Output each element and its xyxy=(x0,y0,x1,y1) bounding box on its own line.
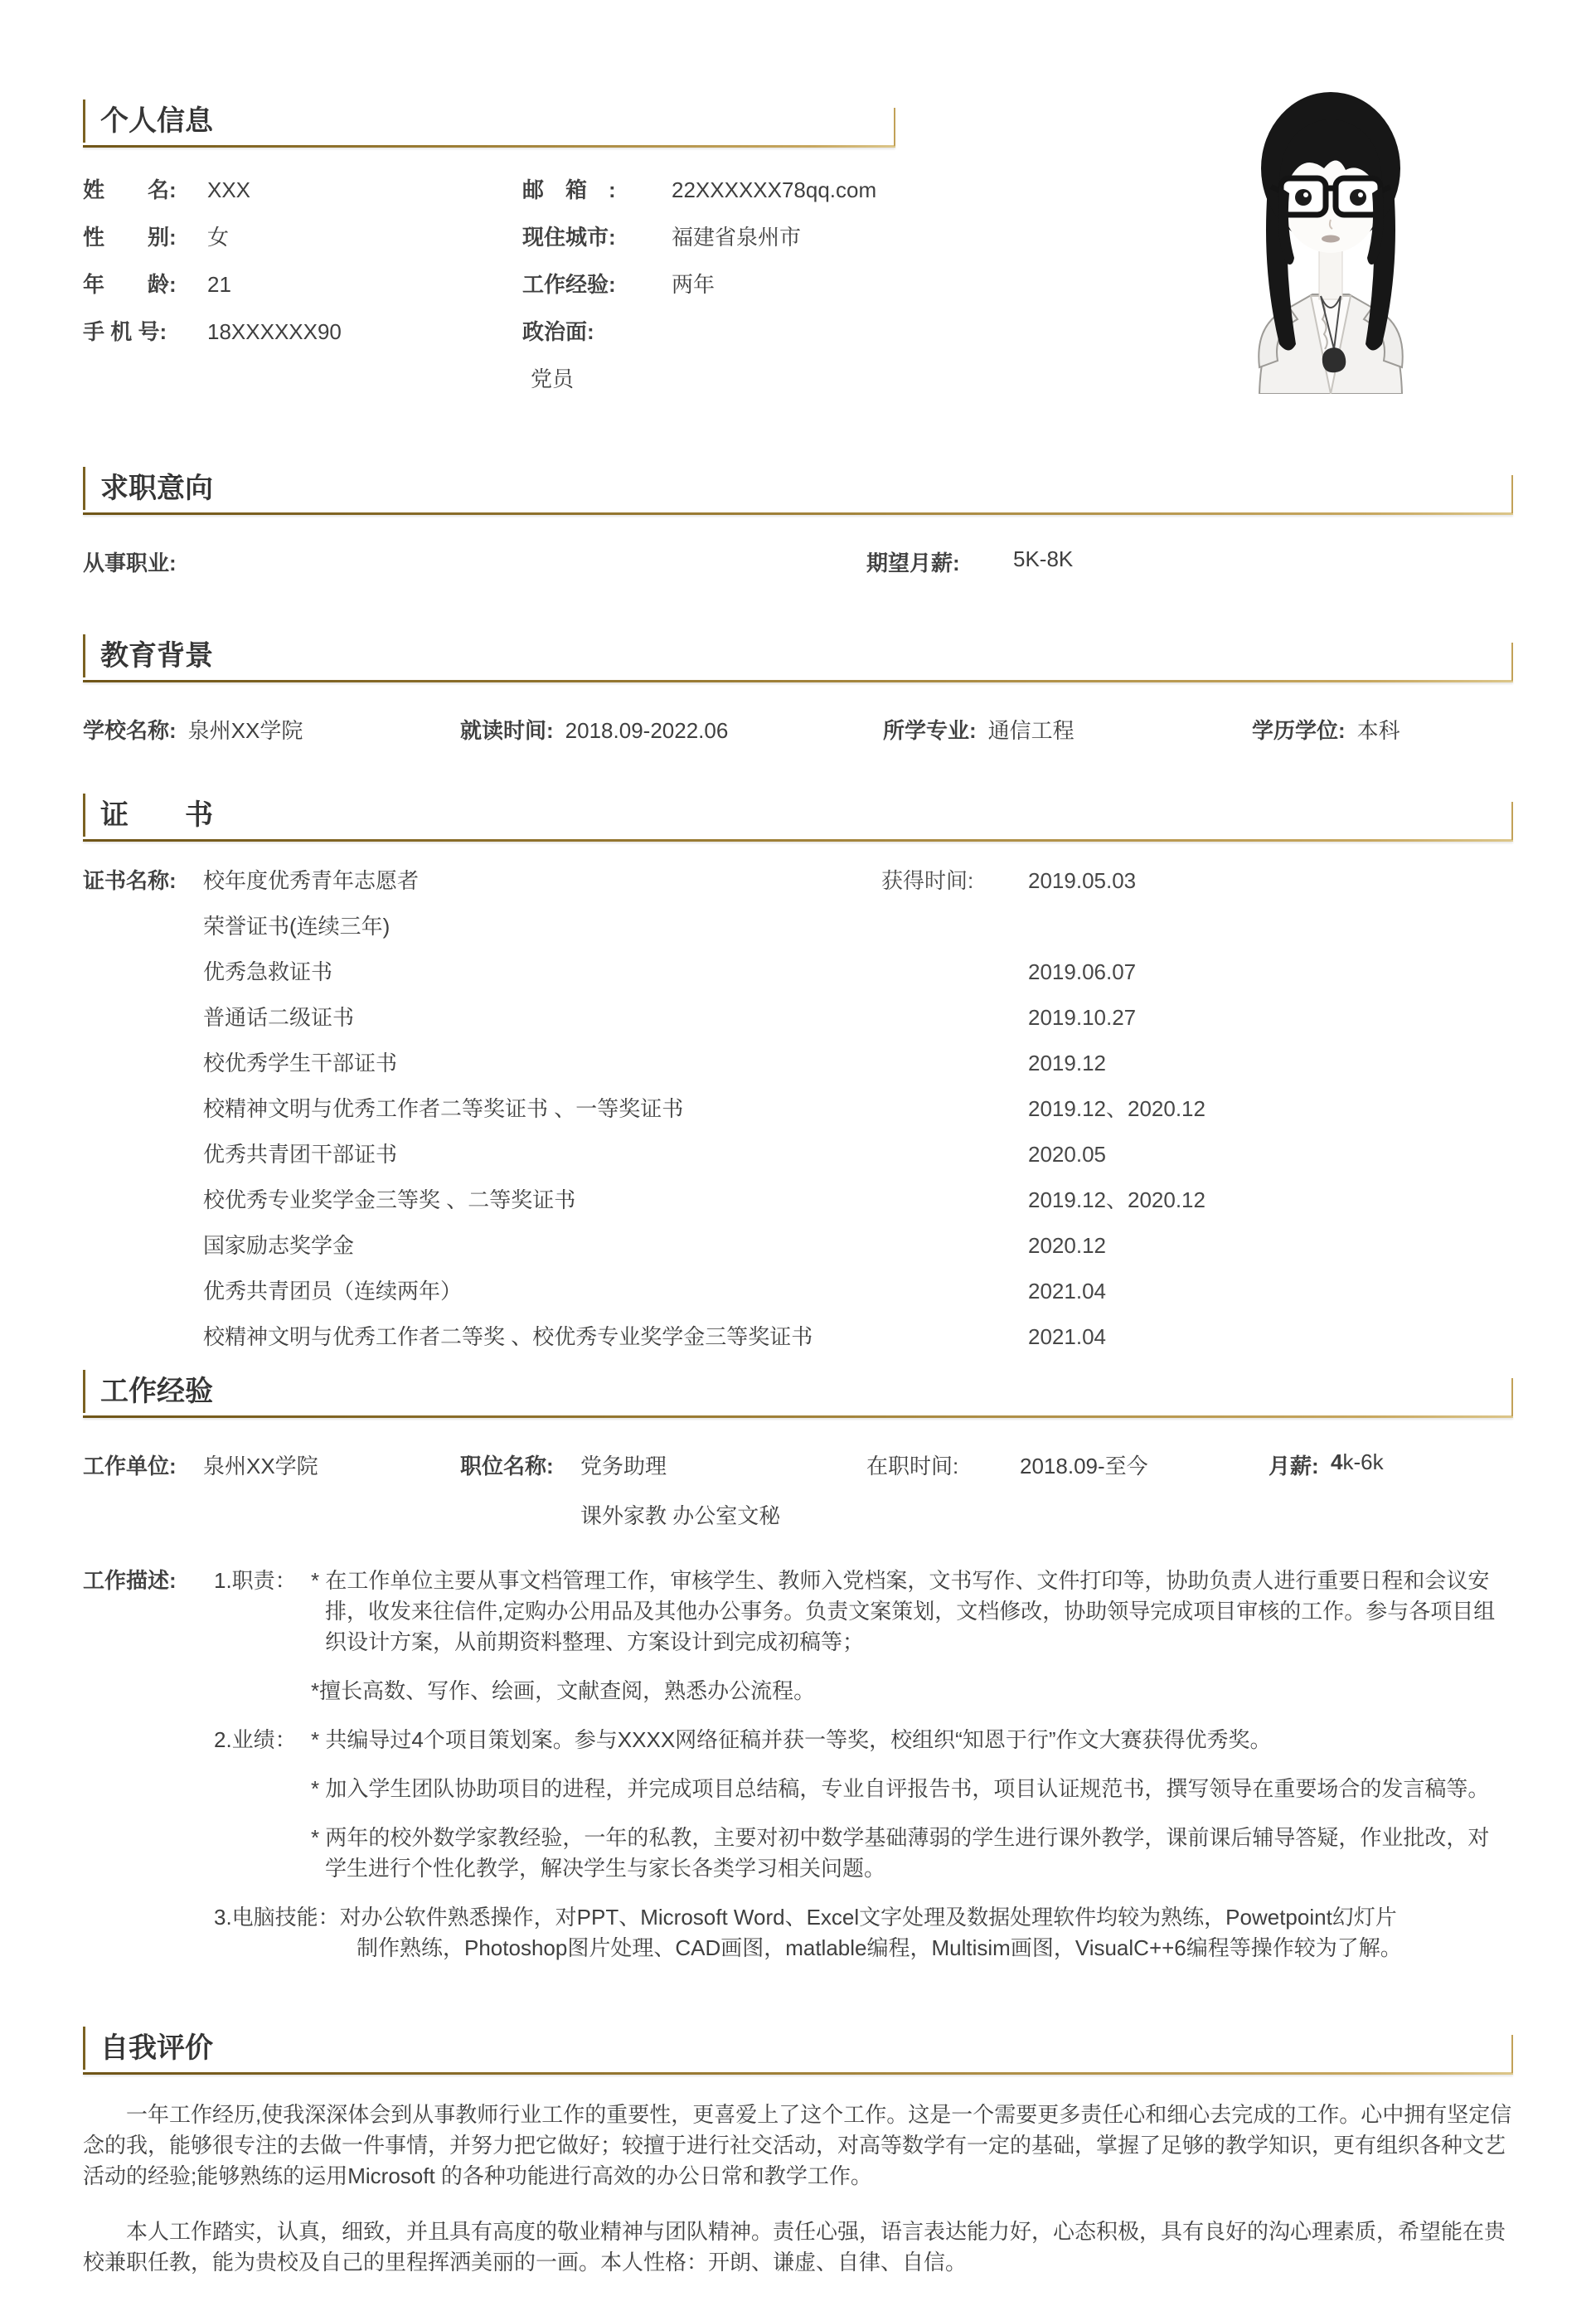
certificate-name: 校优秀专业奖学金三等奖 、二等奖证书 xyxy=(203,1187,576,1212)
gold-underline-tick xyxy=(1511,1378,1513,1416)
personal-info-left-column xyxy=(83,177,522,414)
field-label: 工作经验: xyxy=(522,272,616,297)
gold-underline xyxy=(83,839,1513,842)
personal-info-row xyxy=(522,367,1103,392)
personal-info-row xyxy=(522,177,1103,203)
certificate-row xyxy=(83,1096,1513,1121)
employment-time-value: 2018.09-至今 xyxy=(1020,1454,1148,1478)
expected-salary-label: 期望月薪: xyxy=(866,551,960,575)
study-time-pair xyxy=(460,714,728,745)
personal-info-header xyxy=(83,100,895,148)
personal-info-title: 个人信息 xyxy=(83,100,213,143)
work-fields-row xyxy=(83,1449,1513,1479)
salary-label: 月薪: xyxy=(1269,1454,1319,1478)
description-row xyxy=(83,1902,1513,1964)
certificate-name: 优秀共青团干部证书 xyxy=(203,1142,398,1167)
job-intent-header xyxy=(83,467,1513,515)
duty-text: * 在工作单位主要从事文档管理工作，审核学生、教师入党档案，文书写作、文件打印等，协助负责人进行重要日程和会议安排，收发来往信件,定购办公用品及其他办公事务。负责文案策划，文档修改，协助领导完成项目审核的工作。参与各项目组织设计方案，从前期资料整理、方案设计到完成初稿等； xyxy=(311,1568,1496,1654)
field-value: 21 xyxy=(207,272,231,297)
position-value: 党务助理 xyxy=(580,1454,667,1478)
major-value: 通信工程 xyxy=(987,718,1075,743)
field-value: 18XXXXXX90 xyxy=(207,319,342,344)
certificate-date: 2019.12、2020.12 xyxy=(1028,1187,1205,1212)
expected-salary-value: 5K-8K xyxy=(1013,546,1074,571)
achievement-label: 2.业绩： xyxy=(214,1727,297,1752)
certificate-date: 2020.05 xyxy=(1028,1142,1106,1167)
certificate-row xyxy=(83,1233,1513,1258)
gold-underline-tick xyxy=(1511,643,1513,681)
certificate-name: 校年度优秀青年志愿者 xyxy=(203,868,420,893)
job-intent-row xyxy=(83,546,1513,576)
gold-underline xyxy=(83,512,1513,515)
school-label: 学校名称: xyxy=(83,718,177,743)
major-label: 所学专业: xyxy=(883,718,977,743)
certificates-header xyxy=(83,794,1513,842)
gold-underline-tick xyxy=(1511,475,1513,513)
certificate-name: 优秀共青团员（连续两年） xyxy=(203,1279,463,1304)
gold-underline xyxy=(83,145,895,148)
personal-info-row xyxy=(83,272,522,298)
certificate-row xyxy=(83,1279,1513,1304)
field-value: 党员 xyxy=(531,367,575,391)
major-pair xyxy=(883,714,1075,745)
personal-info-row xyxy=(83,319,522,345)
education-title: 教育背景 xyxy=(83,634,213,677)
section-self-evaluation xyxy=(83,2027,1513,2278)
gold-underline-tick xyxy=(1511,802,1513,840)
employment-time-label: 在职时间: xyxy=(866,1454,959,1478)
field-label: 年 龄: xyxy=(83,272,177,297)
self-evaluation-title: 自我评价 xyxy=(83,2027,213,2070)
certificate-name: 优秀急救证书 xyxy=(203,959,333,984)
certificate-name-label: 证书名称: xyxy=(83,868,177,893)
self-evaluation-paragraph-2: 本人工作踏实，认真，细致，并且具有高度的敬业精神与团队精神。责任心强，语言表达能力好，心态积极，具有良好的沟心理素质，希望能在贵校兼职任教，能为贵校及自己的里程挥洒美丽的一画。本人性格：开朗、谦虚、自律、自信。 xyxy=(83,2219,1506,2275)
duty-label: 1.职责： xyxy=(214,1568,297,1593)
study-time-label: 就读时间: xyxy=(460,718,554,743)
certificate-row xyxy=(83,1005,1513,1030)
certificate-date: 2021.04 xyxy=(1028,1279,1106,1304)
field-value: 两年 xyxy=(672,272,716,297)
field-label: 政治面: xyxy=(522,319,594,344)
personal-info-row xyxy=(83,177,522,203)
education-row xyxy=(83,714,1513,744)
certificate-date: 2019.06.07 xyxy=(1028,959,1137,984)
field-value: XXX xyxy=(207,177,251,202)
degree-pair xyxy=(1252,714,1400,745)
school-pair xyxy=(83,714,303,745)
certificate-row xyxy=(83,959,1513,984)
study-time-value: 2018.09-2022.06 xyxy=(565,718,729,743)
education-header xyxy=(83,634,1513,682)
certificate-date: 2019.05.03 xyxy=(1028,868,1137,893)
section-education xyxy=(83,634,1513,744)
profile-photo xyxy=(1231,70,1430,394)
field-label: 性 别: xyxy=(83,225,177,250)
certificate-row xyxy=(83,1187,1513,1212)
achievement-text: * 加入学生团队协助项目的进程，并完成项目总结稿，专业自评报告书，项目认证规范书，撰写领导在重要场合的发言稿等。 xyxy=(311,1776,1490,1801)
gold-underline-tick xyxy=(894,108,895,146)
computer-skill-text: 3.电脑技能：对办公软件熟悉操作，对PPT、Microsoft Word、Excel文字处理及数据处理软件均较为熟练，Powetpoint幻灯片制作熟练，Photoshop图片处理、CAD画图，matlable编程，Multisim画图，VisualC++6编程等操作较为了解。 xyxy=(214,1905,1402,1960)
certificate-date: 2020.12 xyxy=(1028,1233,1106,1258)
degree-value: 本科 xyxy=(1356,718,1400,743)
gold-underline xyxy=(83,2072,1513,2075)
job-intent-title: 求职意向 xyxy=(83,467,213,510)
certificate-name: 校优秀学生干部证书 xyxy=(203,1051,398,1075)
certificate-date-label: 获得时间: xyxy=(881,868,974,893)
certificate-row xyxy=(83,868,1513,893)
field-value: 女 xyxy=(207,225,230,250)
certificate-name: 校精神文明与优秀工作者二等奖 、校优秀专业奖学金三等奖证书 xyxy=(203,1324,813,1349)
certificate-name: 校精神文明与优秀工作者二等奖证书 、一等奖证书 xyxy=(203,1096,684,1121)
school-value: 泉州XX学院 xyxy=(187,718,303,743)
skill-note-text: *擅长高数、写作、绘画，文献查阅，熟悉办公流程。 xyxy=(311,1678,816,1703)
self-evaluation-paragraph-1: 一年工作经历,使我深深体会到从事教师行业工作的重要性，更喜爱上了这个工作。这是一个需要更多责任心和细心去完成的工作。心中拥有坚定信念的我，能够很专注的去做一件事情，并努力把它做好；较擅于进行社交活动，对高等数学有一定的基础，掌握了足够的教学知识，更有组织各种文艺活动的经验;能够熟练的运用Microsoft 的各种功能进行高效的办公日常和教学工作。 xyxy=(83,2102,1512,2188)
certificate-row xyxy=(83,914,1513,939)
certificate-date: 2019.12、2020.12 xyxy=(1028,1096,1205,1121)
gold-underline xyxy=(83,1415,1513,1418)
work-experience-title: 工作经验 xyxy=(83,1370,213,1413)
section-job-intent xyxy=(83,467,1513,576)
salary-value: 4k-6k xyxy=(1331,1449,1384,1474)
certificates-title: 证 书 xyxy=(83,794,213,837)
work-description-block xyxy=(83,1566,1513,1964)
field-value: 22XXXXXX78qq.com xyxy=(672,177,877,202)
section-certificates xyxy=(83,794,1513,1349)
personal-info-row xyxy=(522,272,1103,298)
position-value-line2: 课外家教 办公室文秘 xyxy=(580,1503,781,1528)
personal-info-row xyxy=(83,225,522,250)
certificate-date: 2019.10.27 xyxy=(1028,1005,1137,1030)
certificate-row xyxy=(83,1324,1513,1349)
degree-label: 学历学位: xyxy=(1252,718,1346,743)
gold-underline-tick xyxy=(1511,2035,1513,2073)
cartoon-girl-illustration xyxy=(1231,70,1430,394)
description-row xyxy=(83,1774,1513,1804)
work-unit-value: 泉州XX学院 xyxy=(203,1454,318,1478)
certificate-date: 2021.04 xyxy=(1028,1324,1106,1349)
certificate-date: 2019.12 xyxy=(1028,1051,1106,1075)
tutoring-text: * 两年的校外数学家教经验，一年的私教，主要对初中数学基础薄弱的学生进行课外教学，课前课后辅导答疑，作业批改，对学生进行个性化教学，解决学生与家长各类学习相关问题。 xyxy=(311,1825,1490,1881)
self-evaluation-header xyxy=(83,2027,1513,2075)
achievement-text: * 共编导过4个项目策划案。参与XXXX网络征稿并获一等奖，校组织“知恩于行”作文大赛获得优秀奖。 xyxy=(311,1727,1272,1752)
personal-info-right-column xyxy=(522,177,1103,414)
field-value: 福建省泉州市 xyxy=(672,225,802,250)
work-description-label: 工作描述: xyxy=(83,1568,177,1593)
job-label: 从事职业: xyxy=(83,551,177,575)
description-row xyxy=(83,1823,1513,1884)
field-label: 姓 名: xyxy=(83,177,177,202)
position-label: 职位名称: xyxy=(460,1454,554,1478)
personal-info-row xyxy=(522,319,1103,345)
certificate-row xyxy=(83,1142,1513,1167)
work-experience-header xyxy=(83,1370,1513,1418)
work-unit-label: 工作单位: xyxy=(83,1454,177,1478)
personal-info-row xyxy=(522,225,1103,250)
description-row xyxy=(83,1725,1513,1755)
field-label: 手 机 号: xyxy=(83,319,167,344)
description-row xyxy=(83,1566,1513,1658)
certificate-name: 普通话二级证书 xyxy=(203,1005,355,1030)
description-row xyxy=(83,1676,1513,1707)
certificate-row xyxy=(83,1051,1513,1075)
certificate-name: 荣誉证书(连续三年) xyxy=(203,914,391,939)
field-label: 邮 箱 : xyxy=(522,177,616,202)
field-label: 现住城市: xyxy=(522,225,616,250)
certificate-list xyxy=(83,868,1513,1349)
certificate-name: 国家励志奖学金 xyxy=(203,1233,355,1258)
section-work-experience xyxy=(83,1370,1513,1964)
gold-underline xyxy=(83,680,1513,682)
